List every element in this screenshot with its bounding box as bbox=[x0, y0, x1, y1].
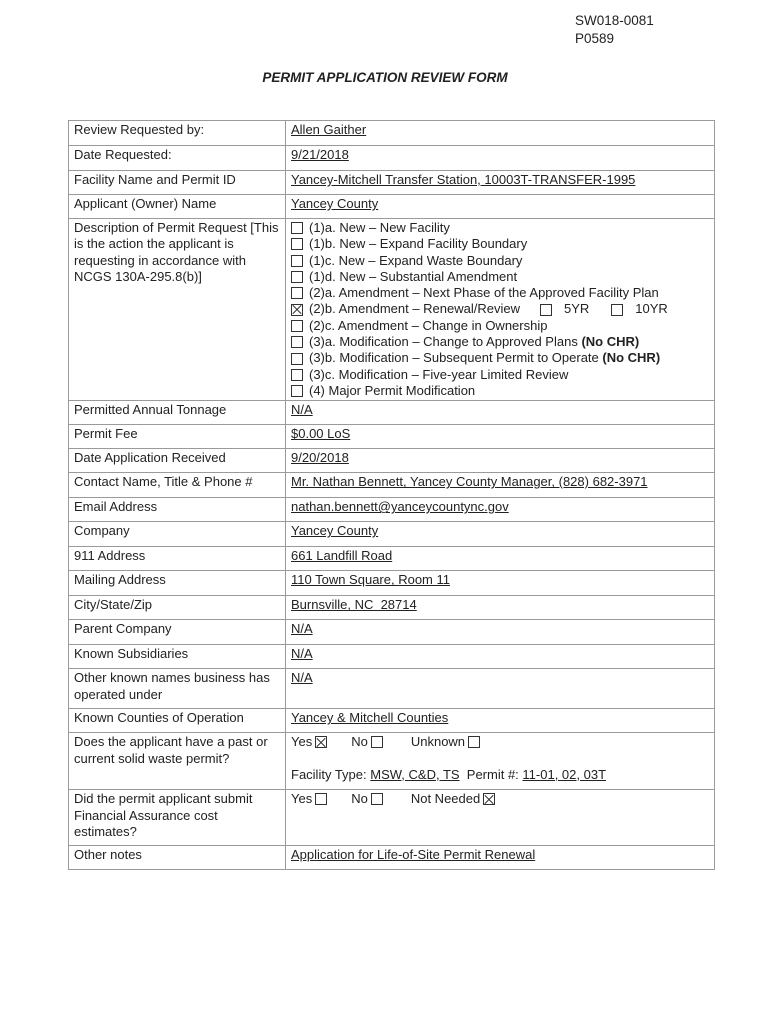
checkbox[interactable] bbox=[291, 238, 303, 250]
checkbox[interactable] bbox=[291, 353, 303, 365]
financial-assurance-answers bbox=[286, 790, 715, 846]
table-row bbox=[69, 473, 715, 498]
option-label: (3)b. Modification – Subsequent Permit to Operate bbox=[309, 350, 603, 366]
option-label: (3)c. Modification – Five-year Limited Review bbox=[309, 366, 569, 382]
table-row bbox=[69, 669, 715, 709]
city-state-zip-value: Burnsville, NC 28714 bbox=[291, 597, 417, 613]
option-2c bbox=[291, 318, 710, 334]
row-label: Description of Permit Request [This is the action the applicant is requesting in accordance with NCGS 130A-295.8(b)] bbox=[69, 219, 286, 401]
option-2a bbox=[291, 285, 710, 301]
checkbox[interactable] bbox=[291, 304, 303, 316]
table-row bbox=[69, 709, 715, 733]
date-requested-value: 9/21/2018 bbox=[291, 147, 349, 162]
table-row bbox=[69, 790, 715, 846]
review-requested-by-value: Allen Gaither bbox=[291, 122, 367, 137]
table-row bbox=[69, 620, 715, 645]
table-row bbox=[69, 645, 715, 669]
option-label: (2)c. Amendment – Change in Ownership bbox=[309, 317, 548, 333]
permit-number-value: 11-01, 02, 03T bbox=[522, 766, 607, 782]
option-10yr-label: 10YR bbox=[635, 301, 668, 317]
checkbox[interactable] bbox=[291, 271, 303, 283]
tonnage-value: N/A bbox=[291, 402, 313, 418]
option-label: (1)a. New – New Facility bbox=[309, 220, 450, 235]
option-label: (2)b. Amendment – Renewal/Review bbox=[309, 301, 520, 317]
row-label: Facility Name and Permit ID bbox=[69, 171, 286, 195]
facility-value: Yancey-Mitchell Transfer Station, 10003T-TRANSFER-1995 bbox=[291, 172, 636, 187]
checkbox[interactable] bbox=[291, 222, 303, 234]
mailing-address-value: 110 Town Square, Room 11 bbox=[291, 572, 450, 588]
checkbox-5yr[interactable] bbox=[540, 304, 552, 316]
table-row bbox=[69, 121, 715, 146]
option-1b bbox=[291, 236, 710, 252]
table-row bbox=[69, 171, 715, 195]
table-row bbox=[69, 733, 715, 790]
table-row bbox=[69, 425, 715, 449]
table-row bbox=[69, 146, 715, 171]
row-label: Parent Company bbox=[69, 620, 286, 645]
date-received-value: 9/20/2018 bbox=[291, 450, 349, 466]
row-label: City/State/Zip bbox=[69, 596, 286, 620]
parent-company-value: N/A bbox=[291, 621, 313, 637]
table-row bbox=[69, 571, 715, 596]
option-label: (1)d. New – Substantial Amendment bbox=[309, 268, 518, 284]
row-label: Contact Name, Title & Phone # bbox=[69, 473, 286, 498]
table-row bbox=[69, 401, 715, 425]
counties-value: Yancey & Mitchell Counties bbox=[291, 710, 449, 726]
option-3a bbox=[291, 334, 710, 350]
facility-type-line bbox=[291, 767, 710, 783]
subsidiaries-value: N/A bbox=[291, 646, 313, 662]
checkbox[interactable] bbox=[291, 287, 303, 299]
contact-value: Mr. Nathan Bennett, Yancey County Manager, (828) 682-3971 bbox=[291, 474, 648, 490]
checkbox[interactable] bbox=[291, 255, 303, 267]
option-label: (2)a. Amendment – Next Phase of the Approved Facility Plan bbox=[309, 285, 659, 301]
row-label: Other known names business has operated under bbox=[69, 669, 286, 709]
option-3b bbox=[291, 350, 710, 366]
other-notes-value: Application for Life-of-Site Permit Renewal bbox=[291, 847, 536, 863]
permit-review-table bbox=[68, 120, 715, 870]
checkbox[interactable] bbox=[291, 369, 303, 381]
option-1c bbox=[291, 253, 710, 269]
past-permit-options bbox=[291, 734, 710, 750]
option-label: (3)a. Modification – Change to Approved Plans bbox=[309, 334, 582, 350]
row-label: Date Requested: bbox=[69, 146, 286, 171]
no-checkbox[interactable] bbox=[371, 793, 383, 805]
reference-code: P0589 bbox=[575, 31, 615, 46]
table-row bbox=[69, 547, 715, 571]
applicant-value: Yancey County bbox=[291, 196, 379, 211]
table-row bbox=[69, 498, 715, 522]
row-label: Does the applicant have a past or current solid waste permit? bbox=[69, 733, 286, 790]
row-label: Company bbox=[69, 522, 286, 547]
table-row bbox=[69, 846, 715, 870]
table-row bbox=[69, 522, 715, 547]
row-label: Did the permit applicant submit Financial Assurance cost estimates? bbox=[69, 790, 286, 846]
option-label: (1)b. New – Expand Facility Boundary bbox=[309, 236, 528, 252]
checkbox-10yr[interactable] bbox=[611, 304, 623, 316]
row-label: Known Subsidiaries bbox=[69, 645, 286, 669]
row-label: Other notes bbox=[69, 846, 286, 870]
row-label: Permitted Annual Tonnage bbox=[69, 401, 286, 425]
fee-value: $0.00 LoS bbox=[291, 426, 351, 442]
other-names-value: N/A bbox=[291, 670, 313, 686]
email-value: nathan.bennett@yanceycountync.gov bbox=[291, 499, 509, 515]
checkbox[interactable] bbox=[291, 320, 303, 332]
unknown-label: Unknown bbox=[410, 734, 466, 750]
row-label: Applicant (Owner) Name bbox=[69, 195, 286, 219]
unknown-checkbox[interactable] bbox=[468, 736, 480, 748]
row-label: Review Requested by: bbox=[69, 121, 286, 146]
not-needed-label: Not Needed bbox=[410, 791, 481, 807]
not-needed-checkbox[interactable] bbox=[483, 793, 495, 805]
yes-label: Yes bbox=[291, 734, 313, 750]
document-reference bbox=[575, 12, 654, 48]
permit-number-label: Permit #: bbox=[459, 766, 523, 782]
permit-request-options bbox=[286, 219, 715, 401]
no-label: No bbox=[351, 734, 368, 750]
past-permit-answers bbox=[286, 733, 715, 790]
row-label: Date Application Received bbox=[69, 449, 286, 473]
facility-type-label: Facility Type: bbox=[291, 766, 371, 782]
yes-checkbox[interactable] bbox=[315, 793, 327, 805]
table-row bbox=[69, 195, 715, 219]
no-label: No bbox=[351, 791, 368, 807]
checkbox[interactable] bbox=[291, 336, 303, 348]
option-1a bbox=[291, 220, 710, 236]
address-911-value: 661 Landfill Road bbox=[291, 548, 393, 564]
financial-options bbox=[291, 791, 710, 807]
reference-number: SW018-0081 bbox=[575, 13, 654, 28]
table-row bbox=[69, 219, 715, 401]
no-chr-note: (No CHR) bbox=[581, 334, 640, 350]
yes-label: Yes bbox=[291, 791, 313, 807]
table-row bbox=[69, 449, 715, 473]
row-label: Permit Fee bbox=[69, 425, 286, 449]
option-5yr-label: 5YR bbox=[564, 301, 590, 317]
option-label: (4) Major Permit Modification bbox=[309, 382, 476, 398]
form-title: PERMIT APPLICATION REVIEW FORM bbox=[262, 70, 508, 85]
option-label: (1)c. New – Expand Waste Boundary bbox=[309, 252, 523, 268]
option-2b bbox=[291, 301, 710, 317]
no-chr-note: (No CHR) bbox=[602, 350, 661, 366]
checkbox[interactable] bbox=[291, 385, 303, 397]
yes-checkbox[interactable] bbox=[315, 736, 327, 748]
no-checkbox[interactable] bbox=[371, 736, 383, 748]
table-row bbox=[69, 596, 715, 620]
facility-type-value: MSW, C&D, TS bbox=[370, 766, 460, 782]
row-label: Mailing Address bbox=[69, 571, 286, 596]
option-4 bbox=[291, 383, 710, 399]
option-3c bbox=[291, 367, 710, 383]
row-label: Known Counties of Operation bbox=[69, 709, 286, 733]
option-1d bbox=[291, 269, 710, 285]
company-value: Yancey County bbox=[291, 523, 379, 539]
row-label: Email Address bbox=[69, 498, 286, 522]
row-label: 911 Address bbox=[69, 547, 286, 571]
